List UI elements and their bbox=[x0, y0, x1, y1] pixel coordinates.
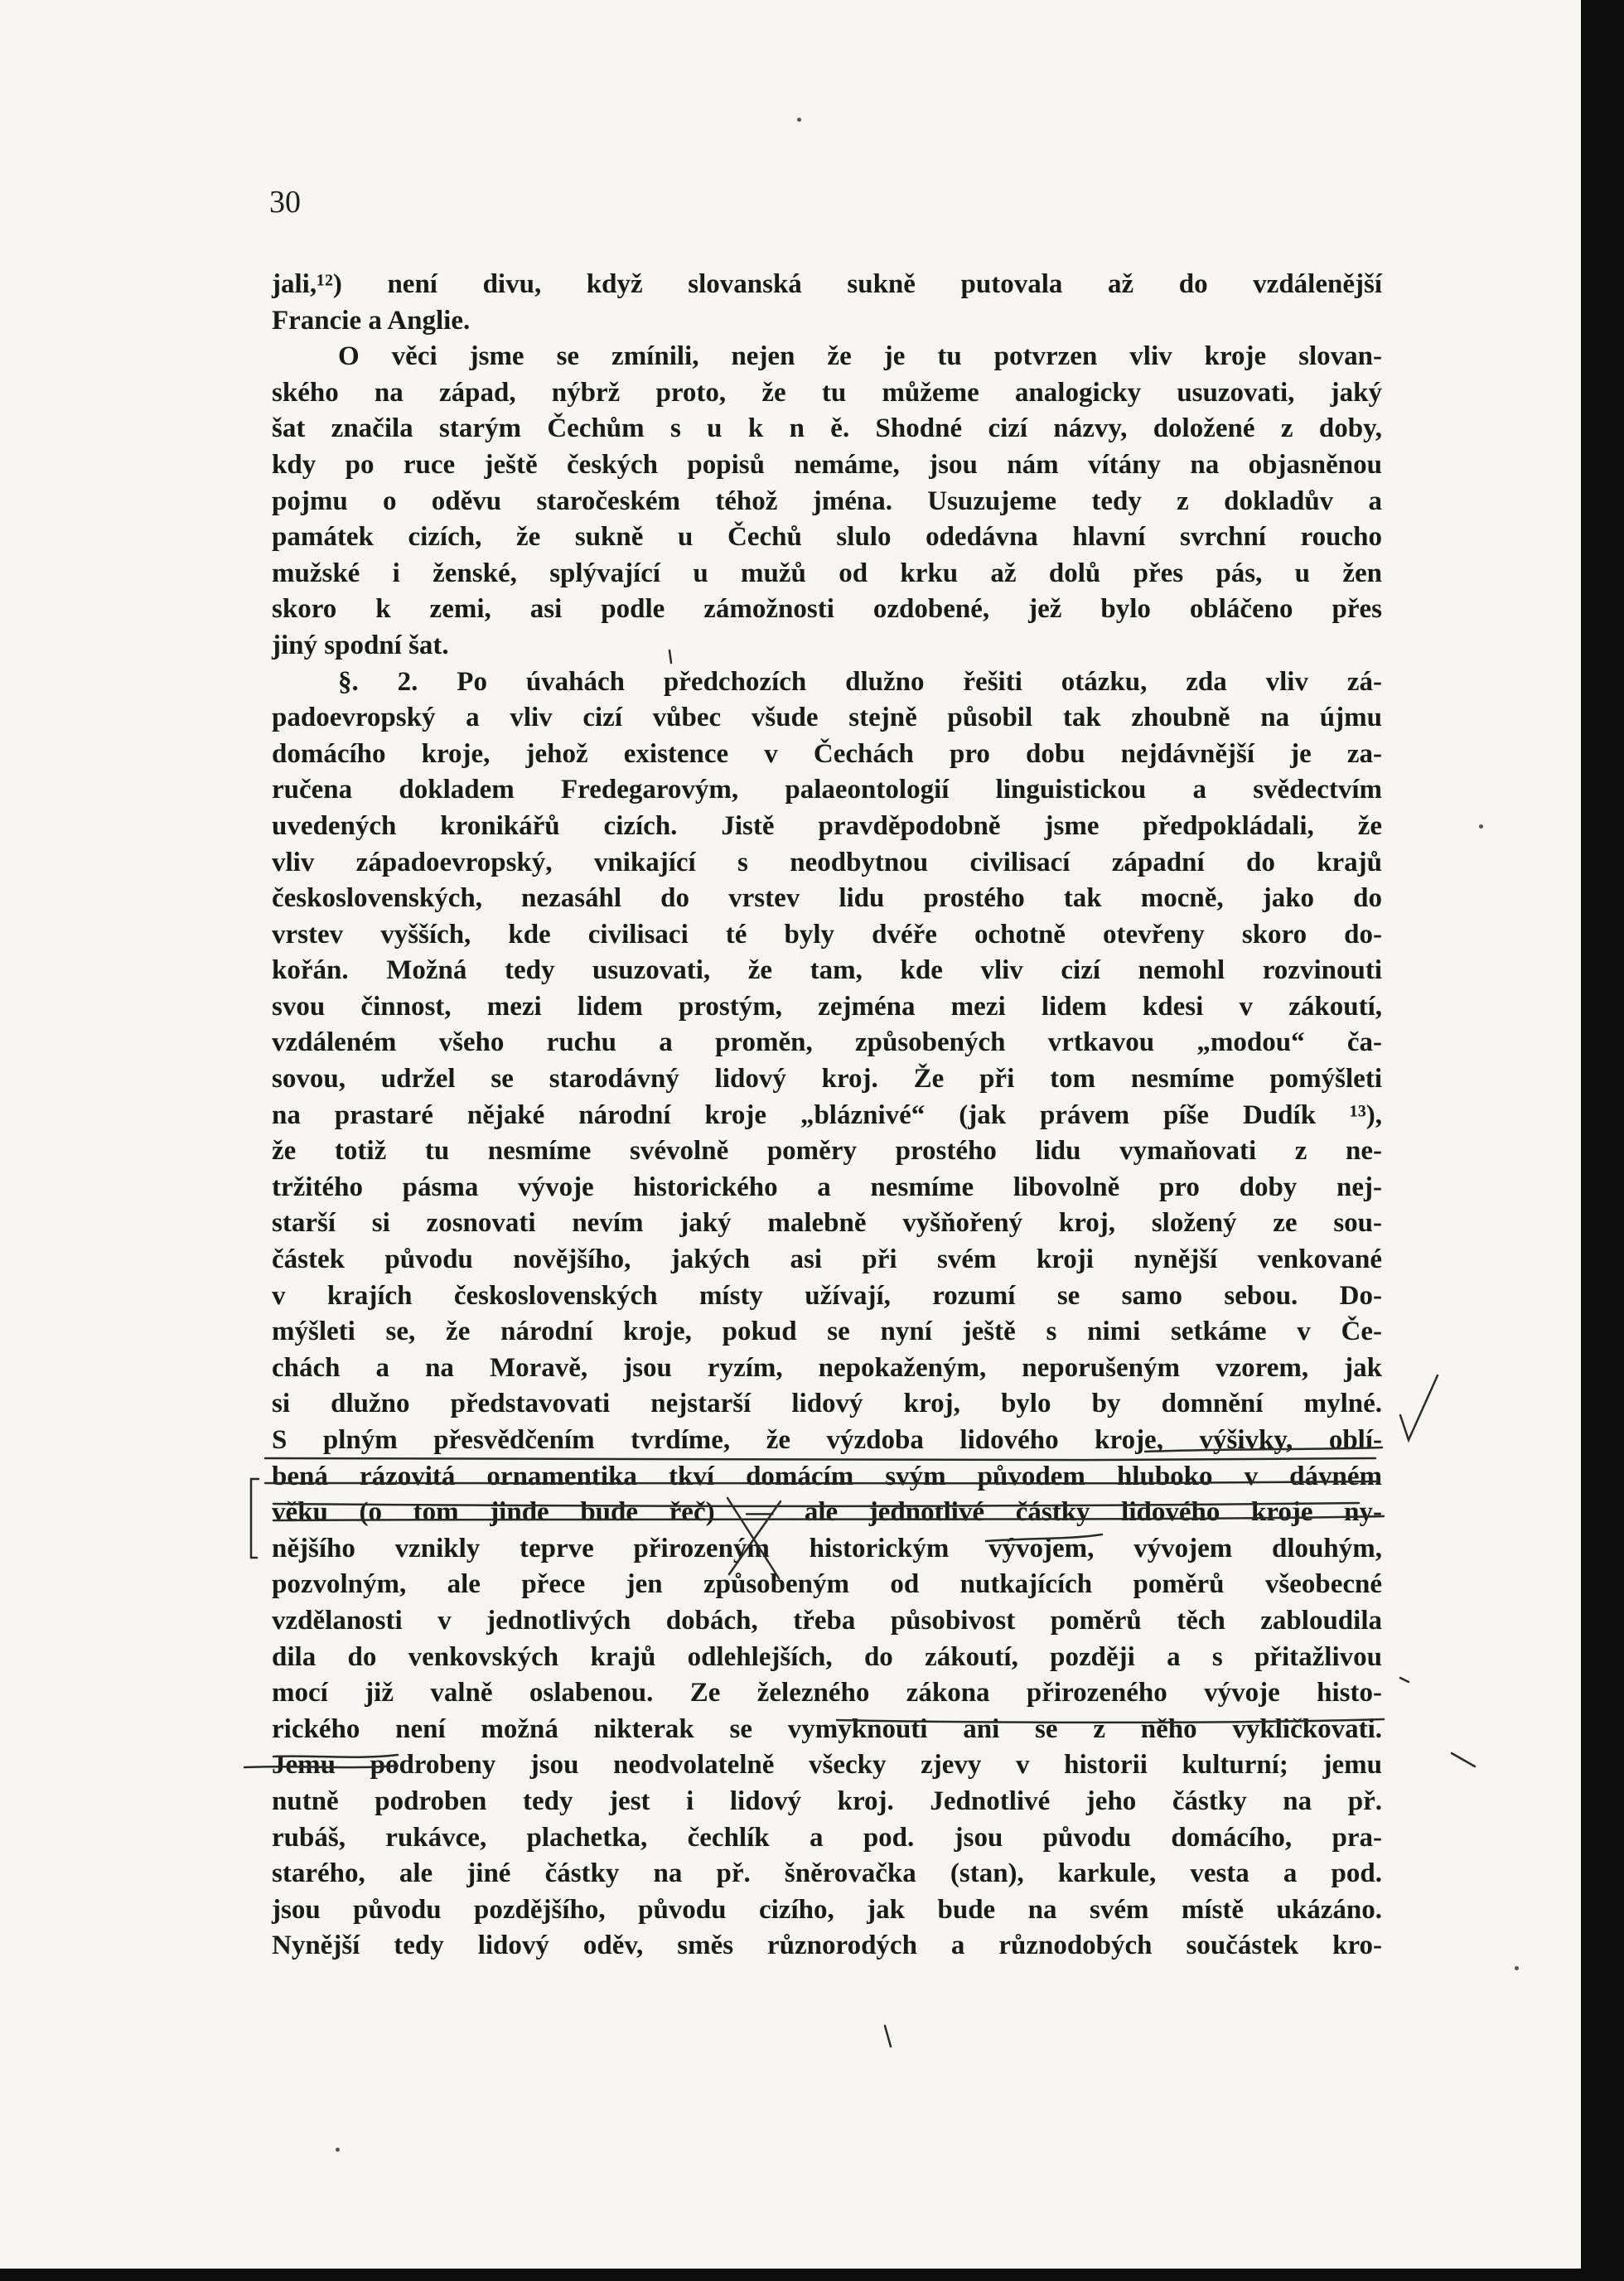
text-line: §. 2. Po úvahách předchozích dlužno řešiti otázku, zda vliv zá- bbox=[338, 666, 1382, 697]
text-line: kdy po ruce ještě českých popisů nemáme, jsou nám vítány na objasněnou bbox=[272, 449, 1382, 480]
text-line: pojmu o oděvu staročeském téhož jména. Usuzujeme tedy z dokladův a bbox=[272, 486, 1382, 516]
text-line: si dlužno představovati nejstarší lidový kroj, bylo by domnění mylné. bbox=[272, 1389, 1382, 1419]
text-line: mocí již valně oslabenou. Ze železného zákona přirozeného vývoje histo- bbox=[272, 1678, 1382, 1708]
text-line: S plným přesvědčením tvrdíme, že výzdoba lidového kroje, výšivky, oblí- bbox=[272, 1425, 1382, 1455]
text-line: památek cizích, že sukně u Čechů slulo odedávna hlavní svrchní roucho bbox=[272, 522, 1382, 553]
text-line: chách a na Moravě, jsou ryzím, nepokaženým, neporušeným vzorem, jak bbox=[272, 1352, 1382, 1383]
text-line: rubáš, rukávce, plachetka, čechlík a pod. jsou původu domácího, pra- bbox=[272, 1822, 1382, 1853]
text-line: na prastaré nějaké národní kroje „bláznivé“ (jak právem píše Dudík ¹³), bbox=[272, 1099, 1382, 1130]
text-line: Nynější tedy lidový oděv, směs různorodých a různodobých součástek kro- bbox=[272, 1931, 1382, 1961]
text-line: uvedených kronikářů cizích. Jistě pravděpodobně jsme předpokládali, že bbox=[272, 810, 1382, 841]
text-line: jsou původu pozdějšího, původu cizího, jak bude na svém místě ukázáno. bbox=[272, 1894, 1382, 1925]
text-line: věku (o tom jinde bude řeč) — ale jednotlivé částky lidového kroje ny- bbox=[272, 1497, 1382, 1528]
text-line: padoevropský a vliv cizí vůbec všude stejně působil tak zhoubně na újmu bbox=[272, 703, 1382, 733]
text-line: vrstev vyšších, kde civilisaci té byly dvéře ochotně otevřeny skoro do- bbox=[272, 919, 1382, 950]
text-line: Jemu podrobeny jsou neodvolatelně všecky zjevy v historii kulturní; jemu bbox=[272, 1750, 1382, 1781]
scan-speck bbox=[797, 118, 801, 122]
page-number: 30 bbox=[269, 185, 301, 220]
text-line: ručena dokladem Fredegarovým, palaeontologií linguistickou a svědectvím bbox=[272, 775, 1382, 805]
body-text bbox=[272, 267, 1382, 1964]
text-line: v krajích československých místy užívají, rozumí se samo sebou. Do- bbox=[272, 1280, 1382, 1311]
scan-border-bottom bbox=[0, 2269, 1581, 2281]
scan-speck bbox=[1515, 1966, 1519, 1970]
scan-speck bbox=[1479, 824, 1483, 829]
text-line: tržitého pásma vývoje historického a nesmíme libovolně pro doby nej- bbox=[272, 1172, 1382, 1202]
text-line: šat značila starým Čechům s u k n ě. Shodné cizí názvy, doložené z doby, bbox=[272, 413, 1382, 444]
text-line: skoro k zemi, asi podle zámožnosti ozdobené, jež bylo obláčeno přes bbox=[272, 594, 1382, 625]
text-line: vliv západoevropský, vnikající s neodbytnou civilisací západní do krajů bbox=[272, 847, 1382, 877]
text-line: bená rázovitá ornamentika tkví domácím svým původem hluboko v dávném bbox=[272, 1461, 1382, 1491]
text-line: starší si zosnovati nevím jaký malebně vyšňořený kroj, složený ze sou- bbox=[272, 1208, 1382, 1239]
text-line: částek původu novějšího, jakých asi při svém kroji nynější venkované bbox=[272, 1244, 1382, 1275]
text-line: O věci jsme se zmínili, nejen že je tu potvrzen vliv kroje slovan- bbox=[338, 341, 1382, 372]
text-line: jali,¹²) není divu, když slovanská sukně putovala až do vzdálenější bbox=[272, 269, 1382, 299]
text-line: nutně podroben tedy jest i lidový kroj. Jednotlivé jeho částky na př. bbox=[272, 1786, 1382, 1816]
text-line: svou činnost, mezi lidem prostým, zejména mezi lidem kdesi v zákoutí, bbox=[272, 991, 1382, 1022]
text-line: vzdělanosti v jednotlivých dobách, třeba působivost poměrů těch zabloudila bbox=[272, 1605, 1382, 1636]
text-line: pozvolným, ale přece jen způsobeným od nutkajících poměrů všeobecné bbox=[272, 1569, 1382, 1600]
text-line: jiný spodní šat. bbox=[272, 630, 449, 660]
text-line: sovou, udržel se starodávný lidový kroj. Že při tom nesmíme pomýšleti bbox=[272, 1064, 1382, 1095]
text-line: vzdáleném všeho ruchu a proměn, způsobených vrtkavou „modou“ ča- bbox=[272, 1027, 1382, 1058]
text-line: starého, ale jiné částky na př. šněrovačka (stan), karkule, vesta a pod. bbox=[272, 1858, 1382, 1889]
text-line: nějšího vznikly teprve přirozeným historickým vývojem, vývojem dlouhým, bbox=[272, 1533, 1382, 1563]
text-line: domácího kroje, jehož existence v Čechách pro dobu nejdávnější je za- bbox=[272, 738, 1382, 769]
text-line: Francie a Anglie. bbox=[272, 305, 471, 336]
text-line: ského na západ, nýbrž proto, že tu můžeme analogicky usuzovati, jaký bbox=[272, 377, 1382, 408]
text-line: mužské i ženské, splývající u mužů od krku až dolů přes pás, u žen bbox=[272, 558, 1382, 588]
text-line: kořán. Možná tedy usuzovati, že tam, kde vliv cizí nemohl rozvinouti bbox=[272, 955, 1382, 986]
text-line: že totiž tu nesmíme svévolně poměry prostého lidu vymaňovati z ne- bbox=[272, 1136, 1382, 1167]
text-line: československých, nezasáhl do vrstev lidu prostého tak mocně, jako do bbox=[272, 883, 1382, 914]
scan-border-right bbox=[1581, 0, 1624, 2281]
text-line: mýšleti se, že národní kroje, pokud se nyní ještě s nimi setkáme v Če- bbox=[272, 1317, 1382, 1347]
scan-speck bbox=[336, 2148, 340, 2152]
text-line: dila do venkovských krajů odlehlejších, do zákoutí, později a s přitažlivou bbox=[272, 1641, 1382, 1672]
text-line: rického není možná nikterak se vymyknouti ani se z něho vykličkovati. bbox=[272, 1713, 1382, 1744]
